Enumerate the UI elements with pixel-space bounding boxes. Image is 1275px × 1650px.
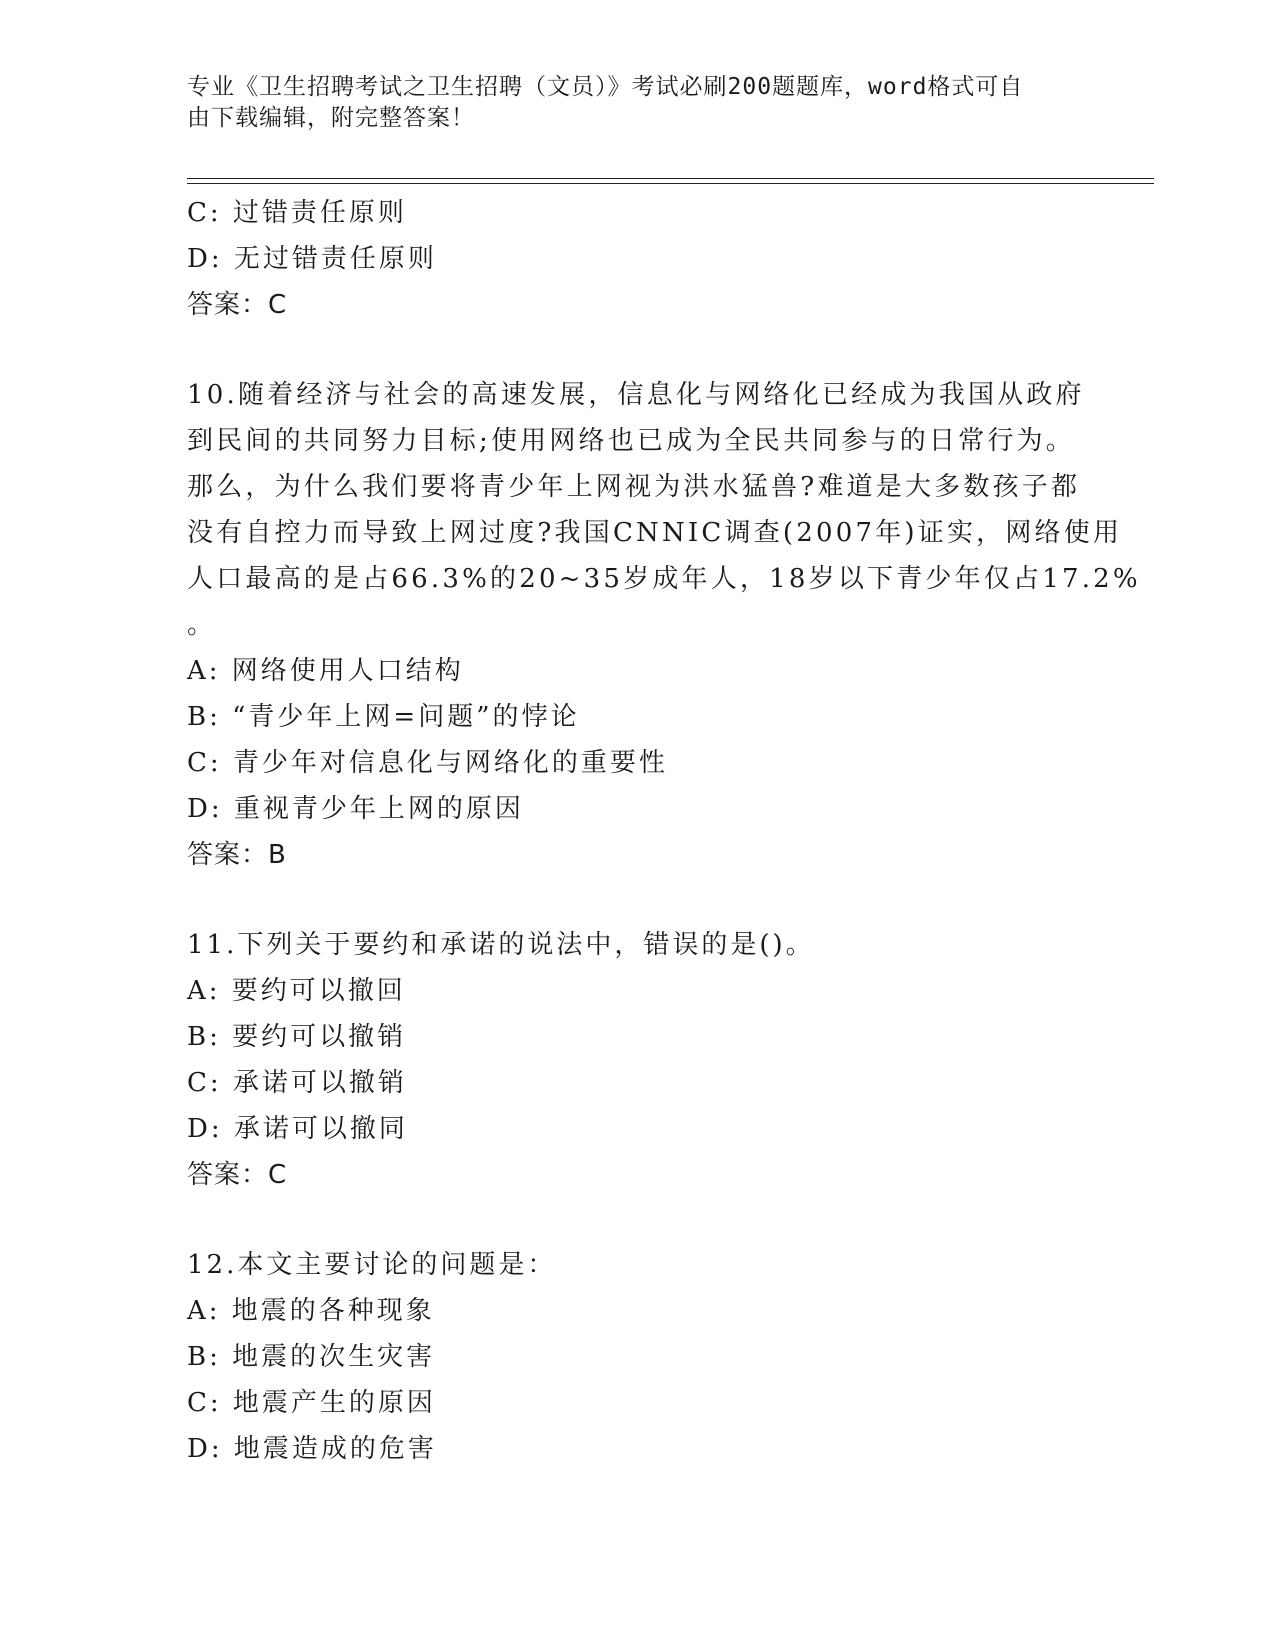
q10-stem-line-6: 。 bbox=[187, 610, 217, 640]
q10-stem-line-1: 10.随着经济与社会的高速发展，信息化与网络化已经成为我国从政府 bbox=[187, 380, 1085, 410]
q10-option-d: D: 重视青少年上网的原因 bbox=[187, 794, 524, 824]
header-line-1: 专业《卫生招聘考试之卫生招聘（文员）》考试必刷200题题库，word格式可自 bbox=[187, 74, 1024, 100]
q12-option-b: B: 地震的次生灾害 bbox=[187, 1342, 436, 1372]
q10-answer: 答案：B bbox=[187, 840, 287, 870]
q11-answer: 答案：C bbox=[187, 1160, 288, 1190]
q12-option-d: D: 地震造成的危害 bbox=[187, 1434, 437, 1464]
q12-option-c: C: 地震产生的原因 bbox=[187, 1388, 436, 1418]
q11-option-b: B: 要约可以撤销 bbox=[187, 1022, 407, 1052]
header-line-2: 由下载编辑，附完整答案！ bbox=[187, 105, 475, 131]
question-11 bbox=[187, 922, 1087, 1198]
q10-option-c: C: 青少年对信息化与网络化的重要性 bbox=[187, 748, 668, 778]
q10-stem-line-3: 那么，为什么我们要将青少年上网视为洪水猛兽?难道是大多数孩子都 bbox=[187, 472, 1081, 502]
q10-stem bbox=[187, 372, 1141, 648]
q9-answer: 答案：C bbox=[187, 290, 288, 320]
question-10 bbox=[187, 372, 1141, 878]
q10-stem-line-5: 人口最高的是占66.3%的20~35岁成年人，18岁以下青少年仅占17.2% bbox=[187, 564, 1141, 594]
question-9 bbox=[187, 190, 1087, 328]
q12-stem: 12.本文主要讨论的问题是： bbox=[187, 1250, 557, 1280]
header-divider-top bbox=[187, 178, 1154, 179]
q9-option-d: D: 无过错责任原则 bbox=[187, 244, 437, 274]
q12-option-a: A: 地震的各种现象 bbox=[187, 1296, 435, 1326]
document-body bbox=[187, 190, 1141, 1472]
spacer bbox=[187, 1198, 1087, 1242]
q11-option-a: A: 要约可以撤回 bbox=[187, 976, 406, 1006]
question-12 bbox=[187, 1242, 1087, 1472]
q10-option-b: B: “青少年上网=问题”的悖论 bbox=[187, 702, 580, 732]
q11-option-d: D: 承诺可以撤同 bbox=[187, 1114, 408, 1144]
spacer bbox=[187, 878, 1087, 922]
q11-option-c: C: 承诺可以撤销 bbox=[187, 1068, 407, 1098]
q10-stem-line-2: 到民间的共同努力目标;使用网络也已成为全民共同参与的日常行为。 bbox=[187, 426, 1075, 456]
q11-stem: 11.下列关于要约和承诺的说法中，错误的是()。 bbox=[187, 930, 815, 960]
q10-option-a: A: 网络使用人口结构 bbox=[187, 656, 464, 686]
header-divider-bottom bbox=[187, 183, 1154, 184]
q10-stem-line-4: 没有自控力而导致上网过度?我国CNNIC调查(2007年)证实，网络使用 bbox=[187, 518, 1123, 548]
spacer bbox=[187, 328, 1087, 372]
q9-option-c: C: 过错责任原则 bbox=[187, 198, 407, 228]
document-header bbox=[187, 72, 1087, 134]
